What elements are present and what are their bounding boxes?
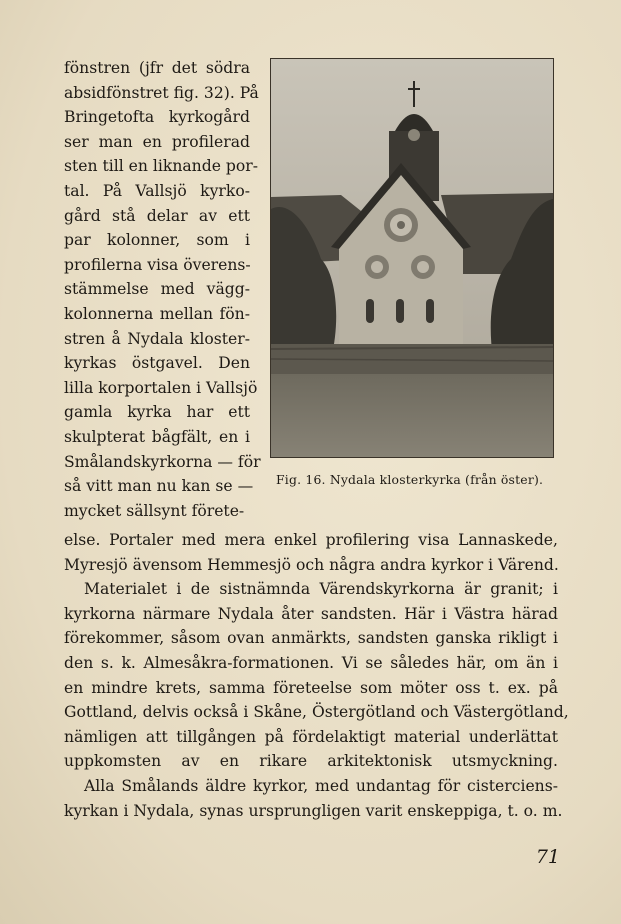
- text-line: Bringetofta kyrkogård: [64, 108, 250, 127]
- text-line: mycket sällsynt förete-: [64, 501, 245, 520]
- text-line: skulpterat bågfält, en i: [64, 427, 250, 446]
- text-line: profilerna visa överens-: [64, 255, 251, 274]
- text-line: kolonnerna mellan fön-: [64, 304, 250, 323]
- text-line: par kolonner, som i: [64, 231, 250, 250]
- text-line: Alla Smålands äldre kyrkor, med undantag för cisterciens-: [84, 776, 558, 795]
- text-line: nämligen att tillgången på fördelaktigt material underlättat: [64, 727, 558, 746]
- text-line: stämmelse med vägg-: [64, 280, 250, 299]
- text-column: [64, 56, 261, 523]
- text-line: Materialet i de sistnämnda Värendskyrkorna är granit; i: [84, 580, 558, 599]
- church-photograph: [270, 58, 554, 458]
- text-line: Myresjö ävensom Hemmesjö och några andra kyrkor i Värend.: [64, 555, 559, 574]
- text-line: stren å Nydala kloster-: [64, 329, 250, 348]
- text-line: Gottland, delvis också i Skåne, Östergötland och Västergötland,: [64, 703, 569, 722]
- text-line: gamla kyrka har ett: [64, 403, 250, 422]
- text-line: absidfönstret fig. 32). På: [64, 83, 259, 102]
- text-line: tal. På Vallsjö kyrko-: [64, 181, 250, 200]
- text-line: förekommer, såsom ovan anmärkts, sandsten ganska rikligt i: [64, 629, 558, 648]
- text-line: Smålandskyrkorna — för: [64, 452, 261, 471]
- text-line: uppkomsten av en rikare arkitektonisk utsmyckning.: [64, 752, 558, 771]
- text-line: så vitt man nu kan se —: [64, 477, 254, 496]
- church-illustration: [271, 59, 553, 457]
- page-number: 71: [535, 846, 560, 868]
- text-line: ser man en profilerad: [64, 132, 250, 151]
- text-line: kyrkan i Nydala, synas ursprungligen varit enskeppiga, t. o. m.: [64, 801, 563, 820]
- text-line: kyrkorna närmare Nydala åter sandsten. Här i Västra härad: [64, 604, 558, 623]
- text-line: kyrkas östgavel. Den: [64, 354, 250, 373]
- text-line: lilla korportalen i Vallsjö: [64, 378, 258, 397]
- text-line: den s. k. Almesåkra-formationen. Vi se således här, om än i: [64, 653, 558, 672]
- figure-caption: Fig. 16. Nydala klosterkyrka (från öster).: [276, 472, 544, 487]
- text-line: sten till en liknande por-: [64, 157, 258, 176]
- text-line: gård stå delar av ett: [64, 206, 250, 225]
- text-line: else. Portaler med mera enkel profilering visa Lannaskede,: [64, 531, 558, 549]
- text-line: en mindre krets, samma företeelse som möter oss t. ex. på: [64, 678, 558, 697]
- text-body: [64, 528, 569, 823]
- text-line: fönstren (jfr det södra: [64, 59, 250, 77]
